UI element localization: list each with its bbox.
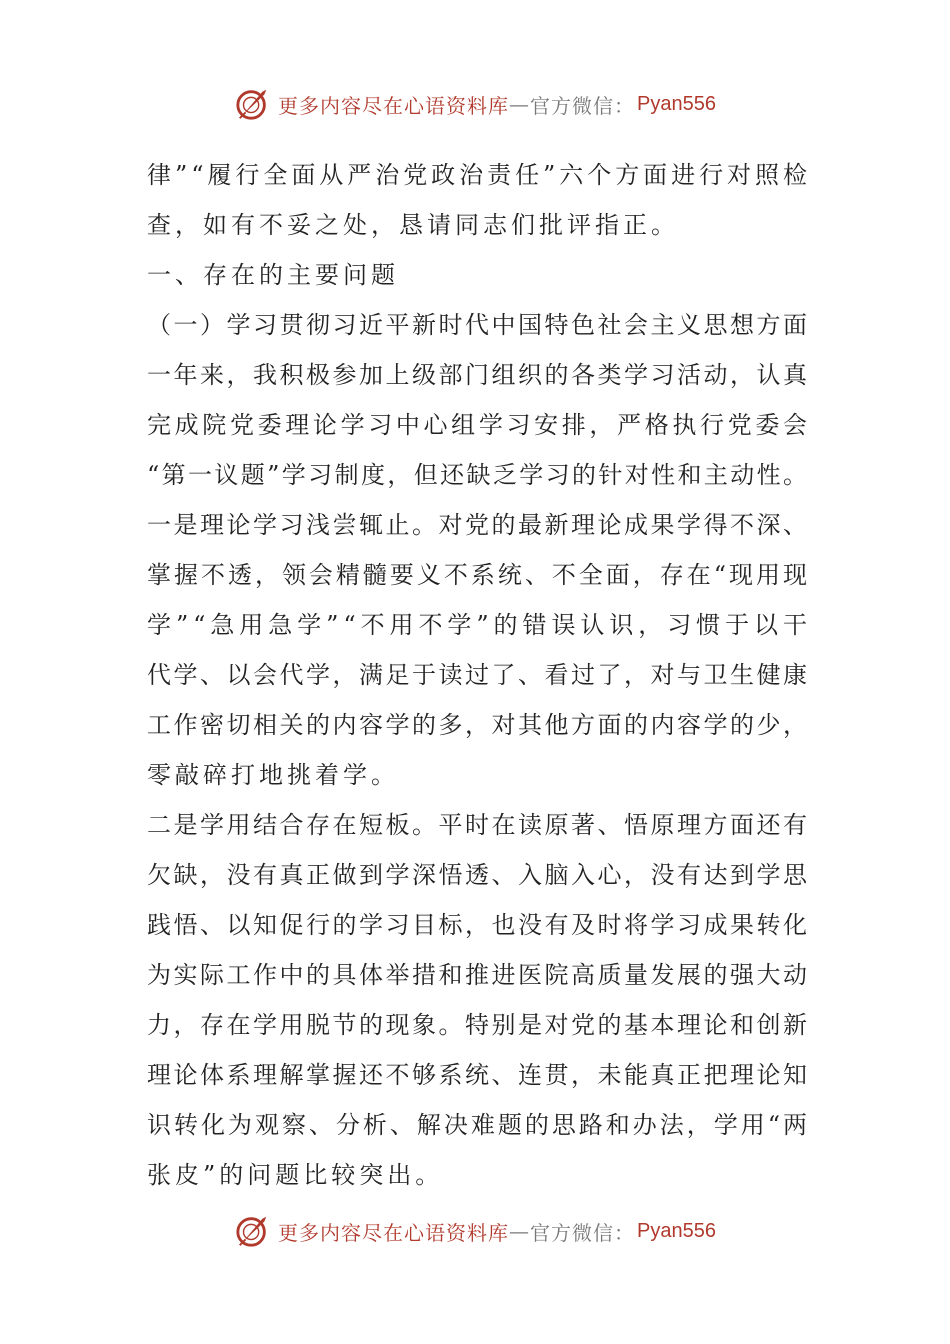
watermark-site-text: 更多内容尽在心语资料库 [278, 1220, 510, 1245]
text-line [147, 250, 807, 300]
text-line-content: 张皮”的问题比较突出。 [147, 1161, 444, 1189]
text-line [147, 950, 810, 1000]
text-line-content: （一）学习贯彻习近平新时代中国特色社会主义思想方面 [147, 311, 810, 339]
text-line-content: 律”“履行全面从严治党政治责任”六个方面进行对照检 [147, 161, 811, 189]
document-body [147, 150, 812, 1200]
text-line [147, 900, 810, 950]
quill-pen-logo-icon [234, 1213, 272, 1249]
text-line [147, 700, 810, 750]
text-line [147, 200, 807, 250]
watermark-contact-label: 官方微信： [530, 1220, 636, 1245]
text-line [147, 750, 807, 800]
watermark-separator: — [509, 1219, 531, 1243]
text-line [147, 1050, 810, 1100]
text-line [147, 800, 810, 850]
text-line-content: 欠缺，没有真正做到学深悟透、入脑入心，没有达到学思 [147, 861, 810, 889]
text-line [147, 600, 812, 650]
watermark-contact-id: Pyan556 [637, 92, 716, 115]
text-line-content: 为实际工作中的具体举措和推进医院高质量发展的强大动 [147, 961, 810, 989]
text-line-content: 一、存在的主要问题 [147, 261, 399, 289]
watermark-contact-id: Pyan556 [637, 1219, 716, 1242]
text-line-content: 零敲碎打地挑着学。 [147, 761, 399, 789]
text-line [147, 400, 811, 450]
text-line-content: 掌握不透，领会精髓要义不系统、不全面，存在“现用现 [147, 561, 810, 589]
watermark-site-text: 更多内容尽在心语资料库 [278, 93, 510, 118]
watermark-separator: — [509, 92, 531, 116]
text-line-content: 一年来，我积极参加上级部门组织的各类学习活动，认真 [147, 361, 810, 389]
text-line [147, 550, 810, 600]
text-line [147, 450, 810, 500]
text-line-content: 学”“急用急学”“不用不学”的错误认识，习惯于以干 [147, 611, 812, 639]
text-line-content: “第一议题”学习制度，但还缺乏学习的针对性和主动性。 [147, 461, 810, 489]
text-line-content: 工作密切相关的内容学的多，对其他方面的内容学的少， [147, 711, 810, 739]
text-line [147, 300, 810, 350]
footer-watermark [0, 1211, 950, 1251]
text-line [147, 1000, 810, 1050]
quill-pen-logo-icon [234, 86, 272, 122]
text-line-content: 查，如有不妥之处，恳请同志们批评指正。 [147, 211, 679, 239]
text-line [147, 350, 810, 400]
text-line-content: 完成院党委理论学习中心组学习安排，严格执行党委会 [147, 411, 811, 439]
text-line-content: 理论体系理解掌握还不够系统、连贯，未能真正把理论知 [147, 1061, 810, 1089]
header-watermark [0, 84, 950, 124]
text-line-content: 一是理论学习浅尝辄止。对党的最新理论成果学得不深、 [147, 511, 810, 539]
text-line-content: 践悟、以知促行的学习目标，也没有及时将学习成果转化 [147, 911, 810, 939]
text-line [147, 1100, 810, 1150]
watermark-contact-label: 官方微信： [530, 93, 636, 118]
text-line-content: 力，存在学用脱节的现象。特别是对党的基本理论和创新 [147, 1011, 810, 1039]
text-line [147, 850, 810, 900]
text-line [147, 150, 811, 200]
text-line-content: 二是学用结合存在短板。平时在读原著、悟原理方面还有 [147, 811, 810, 839]
text-line [147, 1150, 807, 1200]
text-line [147, 500, 810, 550]
text-line [147, 650, 810, 700]
text-line-content: 代学、以会代学，满足于读过了、看过了，对与卫生健康 [147, 661, 810, 689]
text-line-content: 识转化为观察、分析、解决难题的思路和办法，学用“两 [147, 1111, 810, 1139]
